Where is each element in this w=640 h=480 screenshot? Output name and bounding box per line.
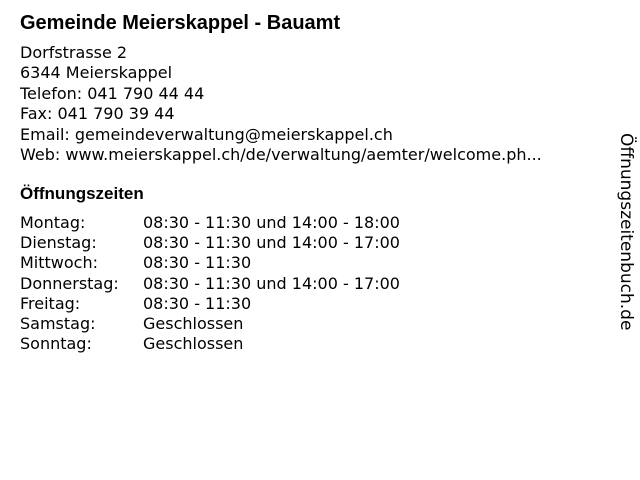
hours-row-thursday xyxy=(20,274,400,294)
hours-time: Geschlossen xyxy=(143,334,244,354)
hours-time: 08:30 - 11:30 und 14:00 - 18:00 xyxy=(143,213,400,232)
hours-day: Sonntag: xyxy=(20,334,92,354)
hours-row-wednesday xyxy=(20,253,400,273)
hours-row-sunday xyxy=(20,334,400,354)
address-city: 6344 Meierskappel xyxy=(20,63,173,83)
web-line: Web: www.meierskappel.ch/de/verwaltung/aemter/welcome.ph... xyxy=(20,145,542,165)
fax-line: Fax: 041 790 39 44 xyxy=(20,104,175,124)
phone-line: Telefon: 041 790 44 44 xyxy=(20,83,205,103)
hours-row-tuesday xyxy=(20,233,400,253)
hours-day: Freitag: xyxy=(20,293,81,313)
address-block xyxy=(20,43,600,165)
hours-row-friday xyxy=(20,294,400,314)
hours-table xyxy=(20,213,400,354)
hours-day: Dienstag: xyxy=(20,233,97,253)
hours-time: Geschlossen xyxy=(143,314,244,334)
hours-heading: Öffnungszeiten xyxy=(20,184,144,203)
hours-row-monday xyxy=(20,213,400,233)
hours-day: Mittwoch: xyxy=(20,253,98,273)
hours-day: Donnerstag: xyxy=(20,273,119,293)
hours-time: 08:30 - 11:30 und 14:00 - 17:00 xyxy=(143,233,400,253)
hours-time: 08:30 - 11:30 xyxy=(143,293,252,313)
hours-time: 08:30 - 11:30 und 14:00 - 17:00 xyxy=(143,273,400,293)
email-line: Email: gemeindeverwaltung@meierskappel.ch xyxy=(20,124,393,144)
hours-row-saturday xyxy=(20,314,400,334)
hours-day: Samstag: xyxy=(20,314,96,334)
hours-time: 08:30 - 11:30 xyxy=(143,253,252,273)
side-brand-label: Öffnungszeitenbuch.de xyxy=(616,133,636,331)
hours-day: Montag: xyxy=(20,213,86,232)
address-street: Dorfstrasse 2 xyxy=(20,43,128,62)
page-title: Gemeinde Meierskappel - Bauamt xyxy=(20,12,341,34)
